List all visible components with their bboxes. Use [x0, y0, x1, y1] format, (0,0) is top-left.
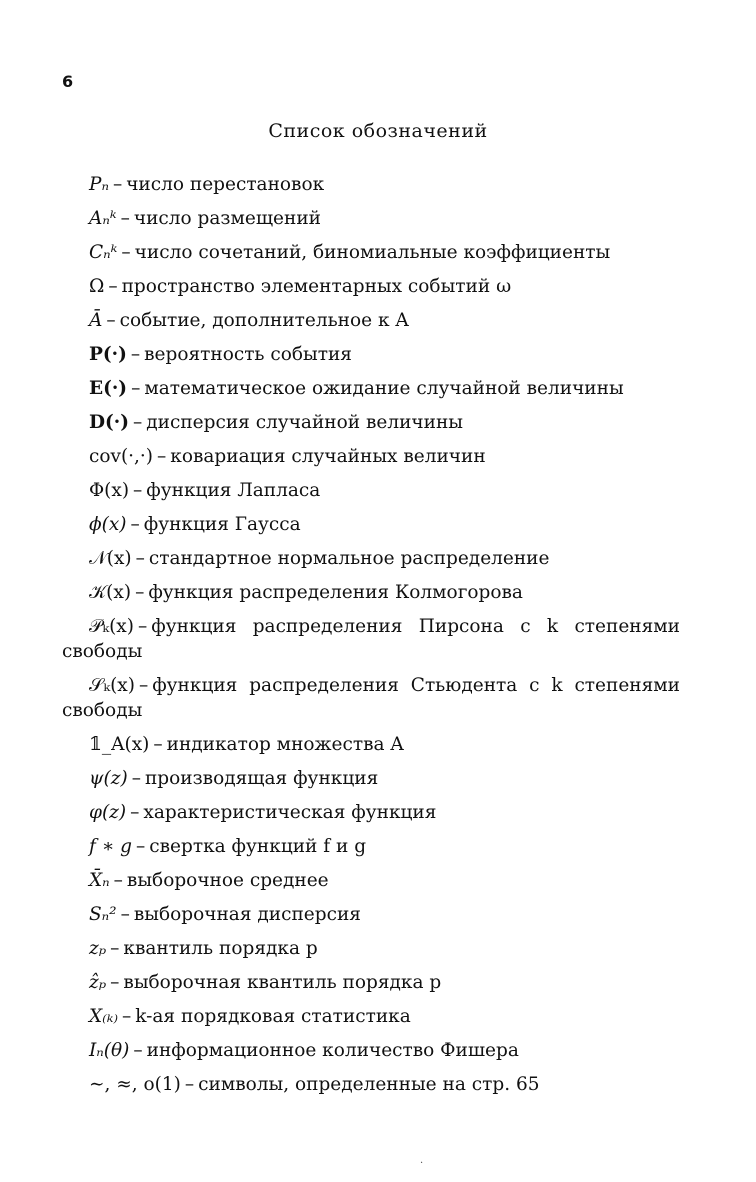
notation-entry [62, 614, 680, 664]
notation-symbol: X₍ₖ₎ [89, 1006, 119, 1027]
notation-symbol: P(·) [89, 344, 127, 365]
notation-entry [62, 308, 680, 333]
notation-symbol: Cₙᵏ [89, 242, 118, 263]
notation-description: ковариация случайных величин [170, 446, 486, 467]
notation-description: функция распределения Колмогорова [148, 582, 523, 603]
notation-entry [62, 1072, 680, 1097]
notation-symbol: Pₙ [89, 174, 109, 195]
notation-entry [62, 970, 680, 995]
notation-description: пространство элементарных событий ω [121, 276, 512, 297]
notation-entry [62, 868, 680, 893]
notation-symbol: Ω [89, 276, 105, 297]
notation-entry [62, 800, 680, 825]
dash-separator: – [120, 208, 130, 229]
notation-symbol: 𝒩(x) [89, 548, 132, 569]
notation-entry [62, 766, 680, 791]
notation-symbol: zₚ [89, 938, 107, 959]
notation-entry [62, 546, 680, 571]
dash-separator: – [157, 446, 167, 467]
notation-description: функция Гаусса [143, 514, 301, 535]
notation-description: свертка функций f и g [149, 836, 367, 857]
notation-entry [62, 580, 680, 605]
notation-description: функция распределения Пирсона с k степенями свободы [62, 616, 680, 662]
dash-separator: – [110, 938, 120, 959]
page-number: 6 [62, 72, 74, 91]
notation-symbol: ∼, ≈, o(1) [89, 1074, 181, 1095]
notation-symbol: Sₙ² [89, 904, 117, 925]
dash-separator: – [130, 802, 140, 823]
notation-entry [62, 274, 680, 299]
notation-symbol: Aₙᵏ [89, 208, 117, 229]
page-title: Список обозначений [268, 120, 488, 142]
notation-description: число сочетаний, биномиальные коэффициенты [134, 242, 611, 263]
notation-symbol: ẑₚ [89, 972, 107, 993]
notation-entry [62, 444, 680, 469]
notation-description: информационное количество Фишера [146, 1040, 519, 1061]
notation-symbol: Φ(x) [89, 480, 130, 501]
dash-separator: – [131, 768, 141, 789]
dash-separator: – [136, 836, 146, 857]
dash-separator: – [133, 480, 143, 501]
notation-entry [62, 478, 680, 503]
dash-separator: – [122, 1006, 132, 1027]
notation-description: символы, определенные на стр. 65 [198, 1074, 540, 1095]
notation-entry [62, 172, 680, 197]
notation-symbol: D(·) [89, 412, 129, 433]
notation-symbol: cov(·,·) [89, 446, 154, 467]
notation-description: индикатор множества A [166, 734, 404, 755]
notation-symbol: f ∗ g [89, 836, 133, 857]
footer-mark: · [420, 1158, 424, 1169]
notation-entry [62, 732, 680, 757]
notation-entry [62, 342, 680, 367]
notation-symbol: 𝒫ₖ(x) [89, 616, 134, 637]
dash-separator: – [106, 310, 116, 331]
notation-description: число перестановок [126, 174, 325, 195]
notation-symbol: 𝟙_A(x) [89, 734, 150, 755]
notation-description: дисперсия случайной величины [146, 412, 464, 433]
notation-symbol: 𝒦(x) [89, 582, 132, 603]
notation-entry [62, 410, 680, 435]
dash-separator: – [108, 276, 118, 297]
notation-description: характеристическая функция [143, 802, 437, 823]
notation-description: событие, дополнительное к A [119, 310, 409, 331]
notation-symbol: Iₙ(θ) [89, 1040, 130, 1061]
dash-separator: – [112, 174, 123, 195]
notation-entry [62, 240, 680, 265]
dash-separator: – [137, 616, 148, 637]
notation-symbol: X̄ₙ [89, 870, 110, 891]
notation-description: стандартное нормальное распределение [148, 548, 550, 569]
dash-separator: – [133, 412, 143, 433]
notation-description: функция распределения Стьюдента с k степенями свободы [62, 675, 680, 721]
notation-entry [62, 1004, 680, 1029]
notation-description: вероятность события [144, 344, 352, 365]
notation-entry [62, 936, 680, 961]
notation-description: k-ая порядковая статистика [135, 1006, 411, 1027]
notation-description: квантиль порядка p [123, 938, 318, 959]
dash-separator: – [184, 1074, 195, 1095]
notation-entry [62, 512, 680, 537]
dash-separator: – [133, 1040, 143, 1061]
notation-entry [62, 673, 680, 723]
notation-entry [62, 1038, 680, 1063]
dash-separator: – [121, 242, 131, 263]
notation-symbol: E(·) [89, 378, 128, 399]
notation-entry [62, 206, 680, 231]
notation-symbol: 𝒮ₖ(x) [89, 675, 135, 696]
notation-entry [62, 376, 680, 401]
dash-separator: – [131, 378, 141, 399]
dash-separator: – [130, 514, 140, 535]
notation-symbol: φ(z) [89, 802, 127, 823]
dash-separator: – [135, 548, 145, 569]
notation-symbol: ψ(z) [89, 768, 128, 789]
dash-separator: – [110, 972, 120, 993]
notation-entry [62, 902, 680, 927]
dash-separator: – [113, 870, 123, 891]
notation-symbol: ϕ(x) [89, 514, 127, 535]
dash-separator: – [120, 904, 130, 925]
notation-list [62, 172, 680, 1106]
notation-description: выборочное среднее [126, 870, 329, 891]
notation-description: математическое ожидание случайной величины [144, 378, 624, 399]
notation-description: производящая функция [144, 768, 379, 789]
notation-description: выборочная дисперсия [133, 904, 361, 925]
notation-description: выборочная квантиль порядка p [123, 972, 442, 993]
notation-description: функция Лапласа [146, 480, 321, 501]
dash-separator: – [138, 675, 149, 696]
dash-separator: – [135, 582, 145, 603]
notation-entry [62, 834, 680, 859]
notation-description: число размещений [133, 208, 321, 229]
notation-symbol: Ā [89, 310, 103, 331]
dash-separator: – [153, 734, 163, 755]
dash-separator: – [130, 344, 141, 365]
